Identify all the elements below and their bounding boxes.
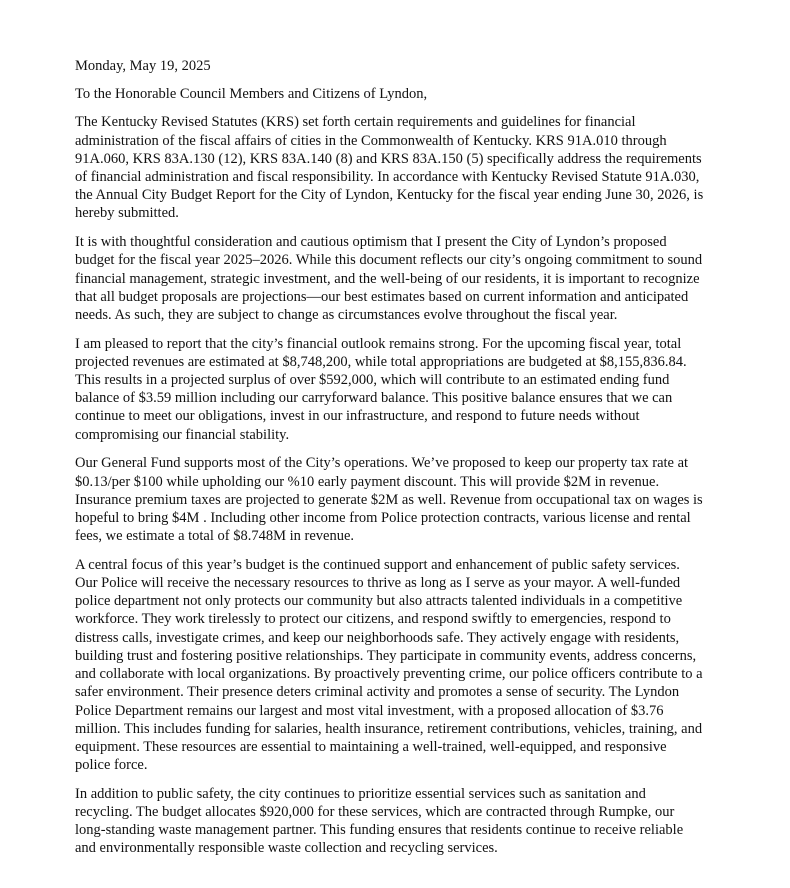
paragraph-krs-statutes: The Kentucky Revised Statutes (KRS) set forth certain requirements and guidelines for financial administration of the fiscal affairs of cities in the Commonwealth of Kentucky. KRS 91A.010 through 91A.060, KRS 83A.130 (12), KRS 83A.140 (8) and KRS 83A.150 (5) specifically address the requirements of financial administration and fiscal responsibility. In accordance with Kentucky Revised Statute 91A.030, the Annual City Budget Report for the City of Lyndon, Kentucky for the fiscal year ending June 30, 2026, is hereby submitted.: [75, 114, 704, 222]
letter-page: [75, 57, 705, 868]
paragraph-public-safety: A central focus of this year’s budget is the continued support and enhancement of public safety services. Our Police will receive the necessary resources to thrive as long as I serve as your mayor. A well-funded police department not only protects our community but also attracts talented individuals in a competitive workforce. They work tirelessly to protect our citizens, and respond swiftly to emergencies, respond to distress calls, investigate crimes, and keep our neighborhoods safe. They actively engage with residents, building trust and fostering positive relationships. They participate in community events, address concerns, and collaborate with local organizations. By proactively preventing crime, our police officers contribute to a safer environment. Their presence deters criminal activity and promotes a sense of security. The Lyndon Police Department remains our largest and most vital investment, with a proposed allocation of $3.76 million. This includes funding for salaries, health insurance, retirement contributions, vehicles, training, and equipment. These resources are essential to maintaining a well-trained, well-equipped, and responsive police force.: [75, 556, 703, 774]
paragraph-general-fund: Our General Fund supports most of the City’s operations. We’ve proposed to keep our property tax rate at $0.13/per $100 while upholding our %10 early payment discount. This will provide $2M in revenue. Insurance premium taxes are projected to generate $2M as well. Revenue from occupational tax on wages is hopeful to bring $4M . Including other income from Police protection contracts, various license and rental fees, we estimate a total of $8.748M in revenue.: [75, 455, 703, 545]
paragraph-sanitation: In addition to public safety, the city continues to prioritize essential services such as sanitation and recycling. The budget allocates $920,000 for these services, which are contracted through Rumpke, our long-standing waste management partner. This funding ensures that residents continue to receive reliable and environmentally responsible waste collection and recycling services.: [75, 785, 684, 857]
paragraph-budget-introduction: It is with thoughtful consideration and cautious optimism that I present the City of Lyndon’s proposed budget for the fiscal year 2025–2026. While this document reflects our city’s ongoing commitment to sound financial management, strategic investment, and the well-being of our residents, it is important to recognize that all budget proposals are projections—our best estimates based on current information and anticipated needs. As such, they are subject to change as circumstances evolve throughout the fiscal year.: [75, 234, 703, 323]
paragraph-financial-outlook: I am pleased to report that the city’s financial outlook remains strong. For the upcoming fiscal year, total projected revenues are estimated at $8,748,200, while total appropriations are budgeted at $8,155,836.84. This results in a projected surplus of over $592,000, which will contribute to an estimated ending fund balance of $3.59 million including our carryforward balance. This positive balance ensures that we can continue to meet our obligations, invest in our infrastructure, and respond to future needs without compromising our financial stability.: [75, 335, 687, 443]
letter-date: Monday, May 19, 2025: [75, 58, 211, 74]
letter-salutation: To the Honorable Council Members and Citizens of Lyndon,: [75, 86, 428, 103]
